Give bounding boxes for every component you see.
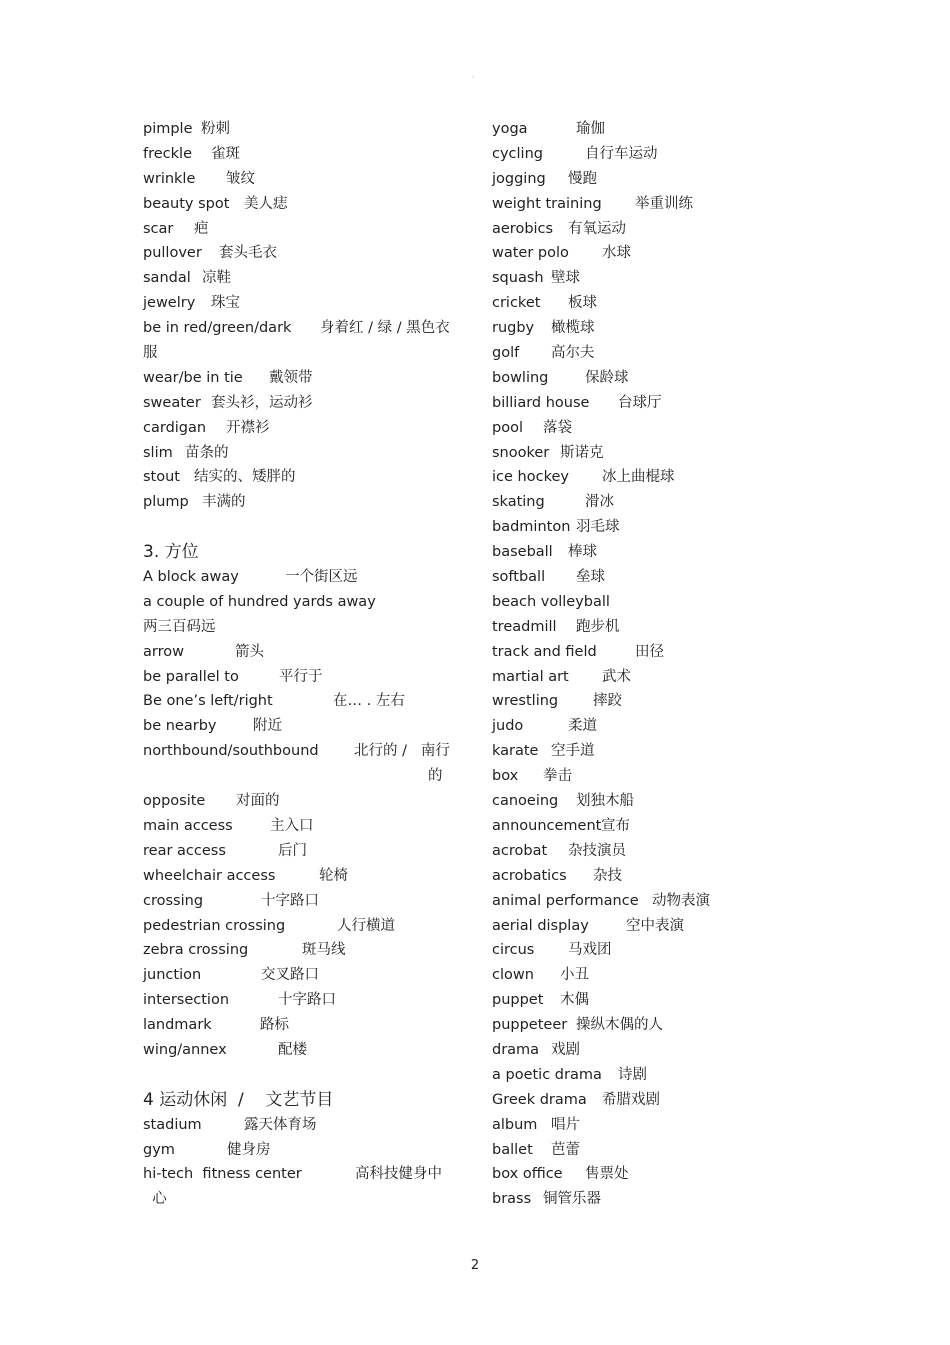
term-en: intersection [143,992,230,1009]
vocab-row [492,192,822,217]
term-en: golf [492,345,520,362]
term-en: 服 [143,345,158,362]
vocab-row [143,914,458,939]
term-zh: 动物表演 [652,892,710,909]
term-en: wheelchair access [143,867,276,884]
term-en: plump [143,494,189,511]
vocab-row [492,665,822,690]
vocab-row [143,465,458,490]
term-en: weight training [492,195,602,212]
term-en: scar [143,220,174,237]
term-zh: 斑马线 [302,942,346,959]
vocab-row [143,1187,458,1212]
term-en: ice hockey [492,469,569,486]
section-heading: 3. 方位 [143,542,199,563]
term-zh: 田径 [635,643,664,660]
term-zh: 斯诺克 [560,444,604,461]
term-en: snooker [492,444,550,461]
term-en: karate [492,743,539,760]
vocab-row [492,565,822,590]
vocab-row [143,963,458,988]
term-en: judo [492,718,524,735]
term-en: wrinkle [143,170,196,187]
term-zh: 在… . 左右 [333,693,405,710]
vocab-row [492,316,822,341]
vocab-row [492,217,822,242]
vocab-row [143,490,458,515]
vocab-row [143,889,458,914]
vocab-row [492,764,822,789]
term-en: arrow [143,643,184,660]
term-en: a poetic drama [492,1066,602,1083]
vocab-row [492,117,822,142]
vocab-row [492,938,822,963]
term-zh: 小丑 [560,967,589,984]
term-en: yoga [492,121,528,137]
term-zh: 戏剧 [551,1041,580,1058]
vocab-row [143,839,458,864]
term-zh: 对面的 [236,793,280,810]
term-en: canoeing [492,793,559,810]
vocab-row [492,914,822,939]
term-zh: 高科技健身中 [355,1166,442,1183]
term-zh: 苗条的 [185,444,229,461]
vocab-row [492,167,822,192]
vocab-row [143,764,458,789]
vocab-row [492,789,822,814]
term-zh: 水球 [602,245,631,262]
term-zh: 落袋 [543,419,572,436]
term-zh: 轮椅 [319,867,348,884]
term-zh: 橄榄球 [551,320,595,337]
vocab-row [492,988,822,1013]
term-zh: 拳击 [543,768,572,785]
term-zh: 芭蕾 [551,1141,580,1158]
term-en: crossing [143,892,204,909]
term-zh: 套头衫，运动衫 [211,394,313,411]
term-en: softball [492,569,546,586]
term-en: hi-tech fitness center [143,1166,302,1183]
term-zh: 人行横道 [337,917,395,934]
vocab-row [492,839,822,864]
term-zh: 箭头 [235,643,264,660]
term-en: beauty spot [143,195,230,212]
vocab-row [492,864,822,889]
vocab-row [492,341,822,366]
term-en: be nearby [143,718,217,735]
term-zh: 滑冰 [585,494,614,511]
vocab-row [143,441,458,466]
vocab-row [492,1187,822,1212]
vocab-row [143,739,458,764]
vocab-row [492,615,822,640]
term-en: circus [492,942,535,959]
term-en: zebra crossing [143,942,249,959]
term-zh: 瑜伽 [576,121,605,137]
vocab-row [143,316,458,341]
term-en: A block away [143,569,239,586]
term-zh: 十字路口 [261,892,319,909]
term-zh: 北行的 / 南行 [354,743,450,760]
vocab-row [143,391,458,416]
term-en: jogging [492,170,546,187]
term-en: bowling [492,369,549,386]
term-zh: 露天体育场 [244,1116,317,1133]
vocab-row [492,465,822,490]
term-en: main access [143,817,233,834]
term-en: gym [143,1141,175,1158]
term-en: junction [143,967,202,984]
term-zh: 宣布 [601,817,630,834]
term-zh: 慢跑 [568,170,597,187]
term-en: pimple [143,121,193,137]
term-en: box [492,768,519,785]
term-zh: 凉鞋 [202,270,231,287]
vocab-row [492,366,822,391]
vocab-row [492,1013,822,1038]
vocab-row [143,241,458,266]
term-zh: 自行车运动 [585,145,658,162]
term-en: pedestrian crossing [143,917,286,934]
vocab-row [143,142,458,167]
term-zh: 路标 [260,1017,289,1034]
term-en: cardigan [143,419,207,436]
term-en: cricket [492,295,541,312]
term-zh: 操纵木偶的人 [576,1017,663,1034]
term-en: puppeteer [492,1017,568,1034]
term-zh: 皱纹 [226,170,255,187]
term-en: a couple of hundred yards away [143,593,376,610]
term-zh: 空中表演 [626,917,684,934]
vocab-row [492,1162,822,1187]
term-en: brass [492,1191,532,1208]
term-en: water polo [492,245,569,262]
vocab-row [143,615,458,640]
vocab-row [492,391,822,416]
term-en: animal performance [492,892,639,909]
term-zh: 举重训练 [635,195,693,212]
term-en: pullover [143,245,202,262]
vocab-row [143,192,458,217]
right-column [492,117,822,1212]
term-zh: 杂技演员 [568,842,626,859]
vocab-row [492,739,822,764]
term-en: sweater [143,394,201,411]
vocab-row [492,291,822,316]
term-zh: 诗剧 [618,1066,647,1083]
vocab-row [143,416,458,441]
term-en: northbound/southbound [143,743,319,760]
term-zh: 后门 [278,842,307,859]
term-en: landmark [143,1017,212,1034]
term-zh: 木偶 [560,992,589,1009]
term-en: wrestling [492,693,559,710]
term-en: drama [492,1041,540,1058]
term-zh: 保龄球 [585,369,629,386]
vocab-row [492,540,822,565]
term-en: album [492,1116,538,1133]
term-en: squash [492,270,544,287]
term-zh: 套头毛衣 [219,245,277,262]
term-en: aerobics [492,220,554,237]
top-mark: 。 [471,72,478,79]
vocab-row [492,1138,822,1163]
term-en: skating [492,494,545,511]
term-zh: 空手道 [551,743,595,760]
vocab-row [143,714,458,739]
term-en: pool [492,419,523,436]
term-zh: 柔道 [568,718,597,735]
vocab-row [492,814,822,839]
term-zh: 铜管乐器 [543,1191,601,1208]
vocab-row [143,864,458,889]
term-en: acrobatics [492,867,567,884]
term-zh: 高尔夫 [551,345,595,362]
vocab-row [492,1038,822,1063]
term-zh: 羽毛球 [576,519,620,536]
term-zh: 一个街区远 [285,569,358,586]
term-en: billiard house [492,394,590,411]
vocab-row [492,266,822,291]
term-en: stadium [143,1116,202,1133]
term-zh: 武术 [602,668,631,685]
term-zh: 粉刺 [201,121,230,137]
term-zh: 台球厅 [618,394,662,411]
term-en: baseball [492,544,553,561]
left-column [143,117,458,1212]
term-zh: 珠宝 [211,295,240,312]
term-zh: 跑步机 [576,618,620,635]
vocab-row [143,366,458,391]
term-zh: 附近 [253,718,282,735]
term-en: ballet [492,1141,533,1158]
vocab-row [143,1038,458,1063]
term-zh: 身着红 / 绿 / 黑色衣 [320,320,450,337]
term-en: rugby [492,320,535,337]
vocab-row [492,714,822,739]
term-zh: 雀斑 [211,145,240,162]
term-en: Greek drama [492,1091,587,1108]
term-zh: 垒球 [576,569,605,586]
page-number: 2 [470,1258,480,1273]
vocab-row [143,167,458,192]
term-en: sandal [143,270,191,287]
term-zh: 摔跤 [593,693,622,710]
vocab-row [143,341,458,366]
term-en: be parallel to [143,668,239,685]
term-en: jewelry [143,295,196,312]
term-zh: 的 [428,768,443,785]
term-en: beach volleyball [492,593,610,610]
vocab-row [492,590,822,615]
term-zh: 美人痣 [244,195,288,212]
term-zh: 冰上曲棍球 [602,469,675,486]
vocab-row [492,416,822,441]
term-en: announcement [492,817,602,834]
term-en: Be one’s left/right [143,693,273,710]
vocab-row [143,565,458,590]
vocab-row [492,142,822,167]
term-zh: 疤 [194,220,209,237]
term-en: clown [492,967,534,984]
term-zh: 板球 [568,295,597,312]
vocab-row [143,689,458,714]
vocab-row [143,938,458,963]
vocab-row [492,1088,822,1113]
term-en: cycling [492,145,543,162]
term-zh: 健身房 [227,1141,271,1158]
vocab-row [492,640,822,665]
term-zh: 希腊戏剧 [602,1091,660,1108]
term-zh: 开襟衫 [226,419,270,436]
term-en: wing/annex [143,1041,227,1058]
term-zh: 结实的、矮胖的 [194,469,296,486]
term-zh: 壁球 [551,270,580,287]
term-en: stout [143,469,180,486]
term-en: box office [492,1166,563,1183]
vocab-row [143,266,458,291]
term-en: 两三百码远 [143,618,216,635]
term-en: treadmill [492,618,557,635]
vocab-row [143,1138,458,1163]
vocab-row [492,515,822,540]
term-zh: 十字路口 [278,992,336,1009]
term-en: rear access [143,842,226,859]
vocab-row [143,291,458,316]
term-zh: 配楼 [278,1041,307,1058]
term-en: aerial display [492,917,589,934]
vocab-row [492,689,822,714]
vocab-row [492,889,822,914]
term-zh: 唱片 [551,1116,580,1133]
vocab-row [143,640,458,665]
vocab-row [143,590,458,615]
vocab-row [143,217,458,242]
vocab-row [492,1063,822,1088]
term-en: badminton [492,519,571,536]
term-en: freckle [143,145,192,162]
vocab-row [492,441,822,466]
term-en: 心 [143,1191,167,1208]
vocab-row [143,814,458,839]
vocab-row [143,789,458,814]
term-zh: 售票处 [585,1166,629,1183]
vocab-row [492,241,822,266]
vocab-row [143,1162,458,1187]
term-en: wear/be in tie [143,369,243,386]
vocab-row [143,1113,458,1138]
vocab-row [143,117,458,142]
term-en: slim [143,444,173,461]
term-zh: 主入口 [270,817,314,834]
vocab-row [492,963,822,988]
term-zh: 棒球 [568,544,597,561]
term-zh: 有氧运动 [568,220,626,237]
term-en: be in red/green/dark [143,320,292,337]
term-zh: 交叉路口 [261,967,319,984]
term-zh: 戴领带 [269,369,313,386]
term-zh: 平行于 [279,668,323,685]
term-en: track and field [492,643,597,660]
section-heading: 4 运动休闲 / 文艺节目 [143,1089,334,1110]
term-en: opposite [143,793,206,810]
term-zh: 丰满的 [202,494,246,511]
vocab-row [492,1113,822,1138]
vocab-row [143,1013,458,1038]
term-zh: 划独木船 [576,793,634,810]
vocab-row [143,988,458,1013]
term-zh: 杂技 [593,867,622,884]
term-en: acrobat [492,842,548,859]
term-en: puppet [492,992,544,1009]
term-zh: 马戏团 [568,942,612,959]
vocab-row [143,665,458,690]
term-en: martial art [492,668,569,685]
vocab-row [492,490,822,515]
